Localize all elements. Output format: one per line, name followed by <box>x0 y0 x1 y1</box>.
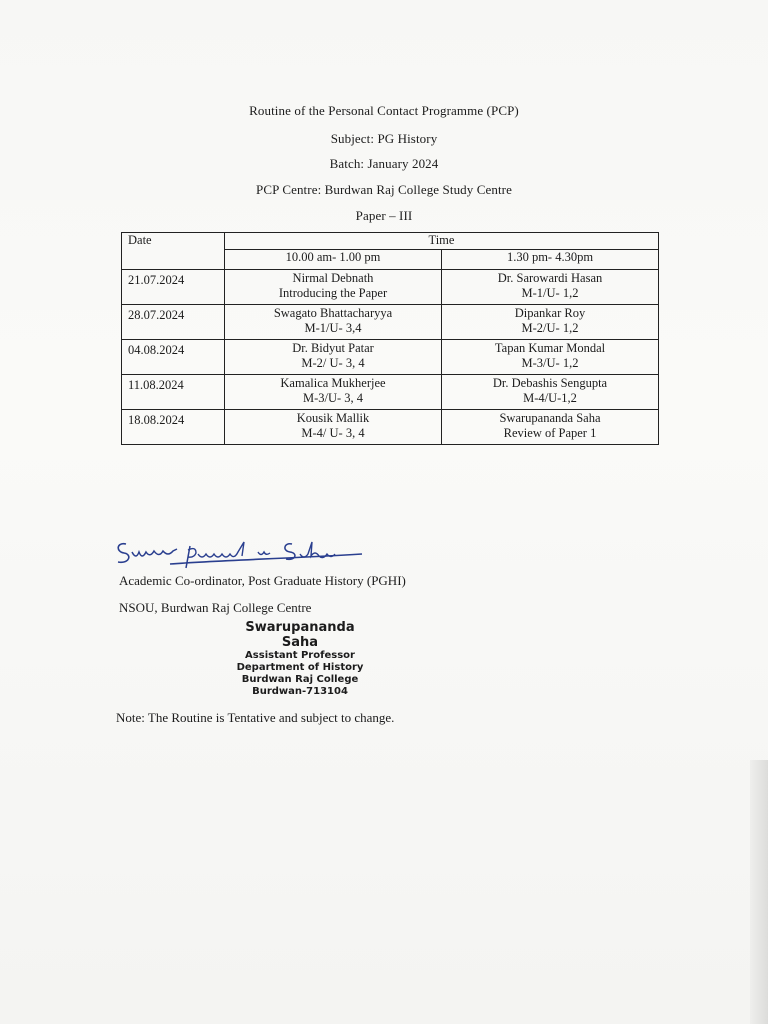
date-cell: 04.08.2024 <box>122 340 225 375</box>
teacher-name: Dipankar Roy <box>514 306 586 320</box>
teacher-name: Kamalica Mukherjee <box>280 376 386 390</box>
afternoon-cell <box>442 410 659 445</box>
unit-detail: M-4/ U- 3, 4 <box>301 426 365 440</box>
table-row <box>122 340 659 375</box>
routine-table <box>121 232 659 445</box>
unit-detail: M-2/U- 1,2 <box>521 321 579 335</box>
teacher-name: Kousik Mallik <box>296 411 370 425</box>
unit-detail: M-2/ U- 3, 4 <box>301 356 365 370</box>
morning-cell <box>225 270 442 305</box>
date-cell: 18.08.2024 <box>122 410 225 445</box>
centre-name: NSOU, Burdwan Raj College Centre <box>119 600 312 615</box>
date-cell: 21.07.2024 <box>122 270 225 305</box>
teacher-name: Nirmal Debnath <box>292 271 374 285</box>
slot-afternoon-header: 1.30 pm- 4.30pm <box>442 250 659 270</box>
date-cell: 11.08.2024 <box>122 375 225 410</box>
unit-detail: M-3/U- 3, 4 <box>302 391 364 405</box>
unit-detail: M-1/U- 1,2 <box>521 286 579 300</box>
time-header: Time <box>225 233 659 250</box>
stamp-department: Department of History <box>236 662 364 673</box>
handwritten-signature <box>112 534 372 570</box>
teacher-name: Swarupananda Saha <box>499 411 601 425</box>
date-cell: 28.07.2024 <box>122 305 225 340</box>
teacher-name: Dr. Sarowardi Hasan <box>497 271 603 285</box>
afternoon-cell <box>442 270 659 305</box>
morning-cell <box>225 410 442 445</box>
stamp-college: Burdwan Raj College <box>241 674 359 685</box>
paper-line: Paper – III <box>355 208 413 223</box>
table-row <box>122 270 659 305</box>
table-row <box>122 305 659 340</box>
teacher-name: Dr. Bidyut Patar <box>292 341 374 355</box>
document-title: Routine of the Personal Contact Programme (PCP) <box>249 103 519 118</box>
unit-detail: Introducing the Paper <box>278 286 388 300</box>
stamp-address: Burdwan-713104 <box>252 686 348 697</box>
teacher-name: Tapan Kumar Mondal <box>494 341 606 355</box>
coordinator-designation: Academic Co-ordinator, Post Graduate History (PGHI) <box>119 573 406 588</box>
unit-detail: M-1/U- 3,4 <box>304 321 362 335</box>
batch-line: Batch: January 2024 <box>329 156 439 171</box>
unit-detail: Review of Paper 1 <box>503 426 597 440</box>
afternoon-cell <box>442 340 659 375</box>
teacher-name: Dr. Debashis Sengupta <box>492 376 608 390</box>
subject-line: Subject: PG History <box>330 131 438 146</box>
stamp-name: Swarupananda Saha <box>245 620 355 650</box>
unit-detail: M-3/U- 1,2 <box>521 356 579 370</box>
stamp-title: Assistant Professor <box>245 650 355 661</box>
afternoon-cell <box>442 305 659 340</box>
teacher-name: Swagato Bhattacharyya <box>273 306 393 320</box>
date-header: Date <box>122 233 225 270</box>
afternoon-cell <box>442 375 659 410</box>
official-stamp <box>230 620 370 698</box>
morning-cell <box>225 305 442 340</box>
unit-detail: M-4/U-1,2 <box>523 391 577 405</box>
table-row <box>122 375 659 410</box>
morning-cell <box>225 340 442 375</box>
morning-cell <box>225 375 442 410</box>
tentative-note: Note: The Routine is Tentative and subject to change. <box>116 710 395 725</box>
slot-morning-header: 10.00 am- 1.00 pm <box>225 250 442 270</box>
centre-line: PCP Centre: Burdwan Raj College Study Centre <box>256 182 512 197</box>
table-row <box>122 410 659 445</box>
